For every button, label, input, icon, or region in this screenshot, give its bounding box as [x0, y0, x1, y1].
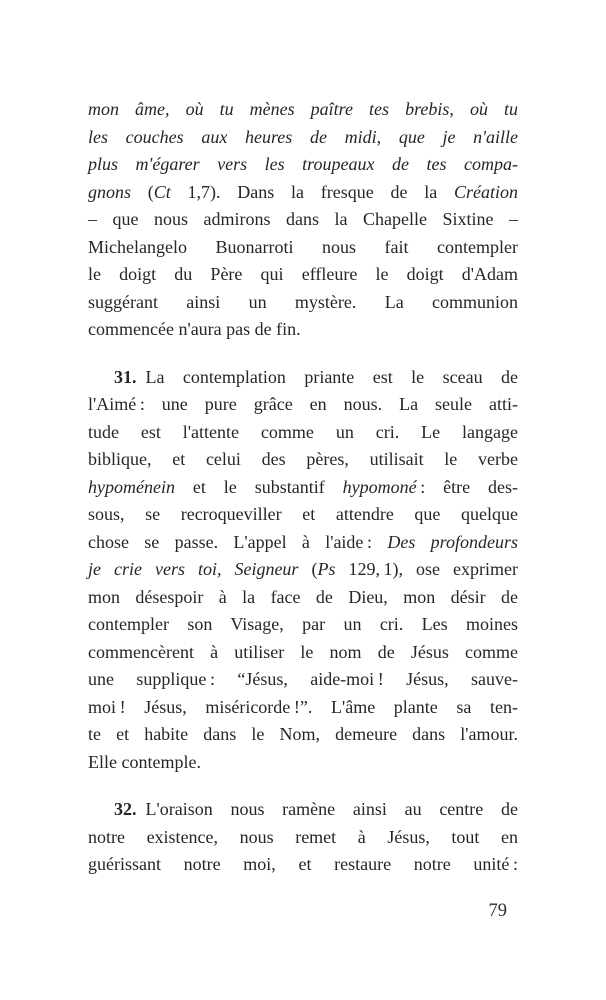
- text-line: [88, 556, 518, 584]
- text-line: [88, 316, 518, 344]
- text-run: 31.: [114, 366, 137, 387]
- text-run: (: [131, 181, 154, 202]
- text-run: Michelangelo Buonarroti nous fait contempler: [88, 236, 518, 257]
- text-run: Elle contemple.: [88, 751, 201, 772]
- text-line: [88, 666, 518, 694]
- text-run: hypomoné: [342, 476, 417, 497]
- text-run: hypoménein: [88, 476, 175, 497]
- text-line: [88, 749, 518, 777]
- text-line: [88, 261, 518, 289]
- text-line: [88, 179, 518, 207]
- text-line: [88, 234, 518, 262]
- text-run: le doigt du Père qui effleure le doigt d'Adam: [88, 264, 518, 284]
- text-run: sous, se recroqueviller et attendre que quelque: [88, 504, 518, 524]
- text-line: [88, 851, 518, 879]
- text-line: [88, 721, 518, 749]
- text-run: gnons: [88, 181, 132, 202]
- text-run: Création: [453, 181, 518, 202]
- text-run: : être des-: [416, 476, 518, 497]
- text-run: tude est l'attente comme un cri. Le langage: [88, 421, 518, 442]
- text-run: guérissant notre moi, et restaure notre unité :: [88, 854, 518, 874]
- text-run: Ct: [153, 181, 171, 202]
- text-line: [88, 501, 518, 529]
- text-line: [88, 474, 518, 502]
- text-run: 1,7). Dans la fresque de la: [170, 181, 454, 202]
- text-run: et le substantif: [174, 476, 343, 497]
- text-line: [88, 529, 518, 557]
- text-run: mon âme, où tu mènes paître tes brebis, où tu: [88, 99, 518, 119]
- text-line: [88, 96, 518, 124]
- text-run: 129, 1), ose exprimer: [335, 559, 519, 579]
- text-line: [88, 364, 518, 392]
- text-run: La contemplation priante est le sceau de: [136, 366, 518, 387]
- text-run: je crie vers toi, Seigneur: [88, 559, 299, 579]
- text-run: les couches aux heures de midi, que je n'aille: [88, 126, 518, 147]
- text-line: [88, 611, 518, 639]
- page-number: 79: [488, 901, 507, 921]
- text-run: moi ! Jésus, miséricorde !”. L'âme plante sa ten-: [88, 696, 518, 717]
- text-run: L'oraison nous ramène ainsi au centre de: [136, 799, 518, 819]
- text-run: Ps: [317, 559, 336, 579]
- text-run: plus m'égarer vers les troupeaux de tes compa-: [88, 154, 518, 174]
- text-run: 32.: [114, 799, 137, 819]
- text-run: chose se passe. L'appel à l'aide :: [88, 531, 388, 552]
- text-line: [88, 694, 518, 722]
- text-run: notre existence, nous remet à Jésus, tout en: [88, 826, 518, 847]
- text-line: [88, 446, 518, 474]
- text-line: [88, 639, 518, 667]
- paragraph-continuation: [88, 96, 518, 344]
- text-run: biblique, et celui des pères, utilisait le verbe: [88, 449, 518, 469]
- text-run: Des profondeurs: [387, 531, 518, 552]
- text-line: [88, 824, 518, 852]
- text-run: – que nous admirons dans la Chapelle Sixtine –: [88, 209, 518, 229]
- text-line: [88, 419, 518, 447]
- paragraph-31: [88, 364, 518, 777]
- text-line: [88, 124, 518, 152]
- text-run: contempler son Visage, par un cri. Les moines: [88, 614, 518, 634]
- text-run: commencèrent à utiliser le nom de Jésus comme: [88, 641, 518, 662]
- text-line: [88, 584, 518, 612]
- text-line: [88, 289, 518, 317]
- text-line: [88, 206, 518, 234]
- text-run: l'Aimé : une pure grâce en nous. La seule atti-: [88, 394, 518, 414]
- text-line: [88, 391, 518, 419]
- text-run: mon désespoir à la face de Dieu, mon désir de: [88, 586, 518, 607]
- text-run: te et habite dans le Nom, demeure dans l'amour.: [88, 724, 518, 744]
- text-run: suggérant ainsi un mystère. La communion: [88, 291, 518, 312]
- text-line: [88, 796, 518, 824]
- text-run: commencée n'aura pas de fin.: [88, 319, 301, 339]
- text-run: (: [298, 559, 318, 579]
- paragraph-32: [88, 796, 518, 879]
- text-block: [88, 96, 518, 879]
- text-line: [88, 151, 518, 179]
- text-run: une supplique : “Jésus, aide-moi ! Jésus, sauve-: [88, 669, 518, 689]
